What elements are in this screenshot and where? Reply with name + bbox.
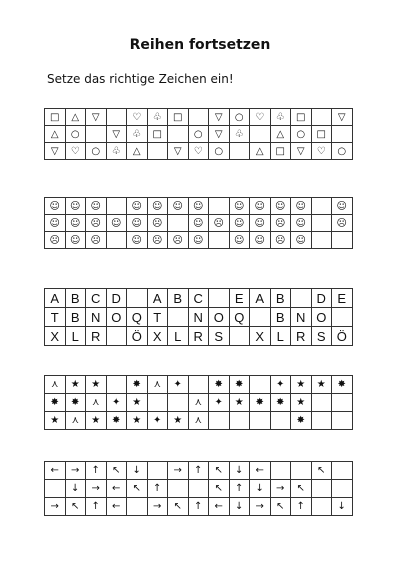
- symbol-cell: C: [86, 289, 107, 308]
- symbol-cell: ↖: [168, 498, 189, 516]
- symbol-cell: O: [311, 308, 332, 327]
- empty-answer-cell[interactable]: [209, 289, 230, 308]
- symbol-cell: ★: [86, 412, 107, 430]
- grid-row: [45, 232, 353, 249]
- symbol-cell: ☹: [45, 232, 66, 249]
- symbol-cell: ☺: [45, 215, 66, 232]
- symbol-cell: L: [270, 327, 291, 346]
- symbol-cell: ☺: [127, 215, 148, 232]
- symbol-cell: ☺: [250, 232, 271, 249]
- symbol-cell: Ö: [127, 327, 148, 346]
- symbol-cell: ↓: [229, 462, 250, 480]
- symbol-cell: ○: [291, 126, 312, 143]
- symbol-cell: □: [291, 109, 312, 126]
- symbol-cell: ↑: [86, 498, 107, 516]
- empty-answer-cell[interactable]: [106, 198, 127, 215]
- symbol-cell: ♧: [127, 126, 148, 143]
- symbol-cell: ☺: [291, 198, 312, 215]
- empty-answer-cell[interactable]: [168, 480, 189, 498]
- symbol-cell: →: [270, 480, 291, 498]
- symbol-cell: C: [188, 289, 209, 308]
- symbol-cell: ☺: [229, 198, 250, 215]
- symbol-cell: ★: [127, 412, 148, 430]
- symbol-cell: S: [311, 327, 332, 346]
- symbol-cell: D: [311, 289, 332, 308]
- symbol-cell: →: [45, 498, 66, 516]
- empty-answer-cell[interactable]: [311, 394, 332, 412]
- symbol-cell: ▽: [209, 126, 230, 143]
- grid-row: [45, 126, 353, 143]
- symbol-cell: X: [250, 327, 271, 346]
- empty-answer-cell[interactable]: [311, 480, 332, 498]
- symbol-cell: ○: [65, 126, 86, 143]
- symbol-cell: △: [270, 126, 291, 143]
- symbol-cell: ✸: [229, 376, 250, 394]
- symbol-cell: ○: [188, 126, 209, 143]
- empty-answer-cell[interactable]: [147, 394, 168, 412]
- empty-answer-cell[interactable]: [291, 289, 312, 308]
- empty-answer-cell[interactable]: [311, 232, 332, 249]
- empty-answer-cell[interactable]: [86, 126, 107, 143]
- symbol-cell: ♡: [65, 143, 86, 160]
- symbol-cell: ↓: [65, 480, 86, 498]
- symbol-cell: ☺: [188, 232, 209, 249]
- symbol-cell: S: [209, 327, 230, 346]
- empty-answer-cell[interactable]: [229, 412, 250, 430]
- symbol-cell: ☺: [65, 215, 86, 232]
- symbol-cell: ★: [65, 376, 86, 394]
- empty-answer-cell[interactable]: [250, 376, 271, 394]
- symbol-cell: ↑: [291, 498, 312, 516]
- symbol-cell: ↑: [229, 480, 250, 498]
- symbol-cell: O: [106, 308, 127, 327]
- symbol-cell: ☺: [332, 198, 353, 215]
- empty-answer-cell[interactable]: [209, 412, 230, 430]
- empty-answer-cell[interactable]: [311, 412, 332, 430]
- symbol-cell: ☺: [168, 198, 189, 215]
- symbol-cell: □: [147, 126, 168, 143]
- empty-answer-cell[interactable]: [209, 198, 230, 215]
- empty-answer-cell[interactable]: [332, 394, 353, 412]
- symbol-cell: ▽: [45, 143, 66, 160]
- symbol-cell: ☹: [168, 232, 189, 249]
- symbol-cell: ☹: [332, 215, 353, 232]
- symbol-cell: ☹: [147, 232, 168, 249]
- symbol-cell: ↓: [229, 498, 250, 516]
- empty-answer-cell[interactable]: [188, 376, 209, 394]
- symbol-cell: B: [168, 289, 189, 308]
- symbol-cell: ☺: [250, 198, 271, 215]
- symbol-cell: E: [332, 289, 353, 308]
- symbol-cell: ✦: [270, 376, 291, 394]
- empty-answer-cell[interactable]: [332, 232, 353, 249]
- symbol-cell: ✸: [209, 376, 230, 394]
- grid-row: [45, 289, 353, 308]
- symbol-cell: ☺: [188, 215, 209, 232]
- grid-row: [45, 327, 353, 346]
- symbol-cell: ↖: [65, 498, 86, 516]
- symbol-cell: ↖: [209, 480, 230, 498]
- grid-row: [45, 143, 353, 160]
- grid-row: [45, 480, 353, 498]
- symbol-cell: ♡: [250, 109, 271, 126]
- empty-answer-cell[interactable]: [270, 412, 291, 430]
- symbol-cell: □: [311, 126, 332, 143]
- symbol-cell: ↖: [106, 462, 127, 480]
- symbol-cell: ○: [229, 109, 250, 126]
- symbol-cell: A: [147, 289, 168, 308]
- grid-row: [45, 308, 353, 327]
- symbol-cell: N: [291, 308, 312, 327]
- symbol-cell: ⋏: [45, 376, 66, 394]
- symbol-cell: ↖: [311, 462, 332, 480]
- empty-answer-cell[interactable]: [168, 394, 189, 412]
- symbol-cell: ▽: [291, 143, 312, 160]
- symbol-cell: ☺: [188, 198, 209, 215]
- symbol-cell: A: [250, 289, 271, 308]
- symbol-cell: ✸: [291, 412, 312, 430]
- symbol-cell: B: [65, 289, 86, 308]
- empty-answer-cell[interactable]: [127, 289, 148, 308]
- empty-answer-cell[interactable]: [250, 412, 271, 430]
- symbol-cell: ☹: [86, 215, 107, 232]
- symbol-cell: □: [45, 109, 66, 126]
- symbol-cell: ○: [209, 143, 230, 160]
- symbol-cell: N: [188, 308, 209, 327]
- symbol-cell: B: [270, 308, 291, 327]
- symbol-cell: ★: [86, 376, 107, 394]
- symbol-cell: ○: [332, 143, 353, 160]
- grid-row: [45, 198, 353, 215]
- letters-grid: [44, 288, 353, 346]
- symbol-cell: ✦: [106, 394, 127, 412]
- empty-answer-cell[interactable]: [291, 462, 312, 480]
- symbol-cell: →: [168, 462, 189, 480]
- symbol-cell: ☺: [65, 198, 86, 215]
- symbol-cell: ✸: [250, 394, 271, 412]
- empty-answer-cell[interactable]: [332, 462, 353, 480]
- symbol-cell: ▽: [332, 109, 353, 126]
- symbol-cell: O: [209, 308, 230, 327]
- symbol-cell: ☺: [291, 232, 312, 249]
- symbol-cell: R: [291, 327, 312, 346]
- symbol-cell: ⋏: [188, 394, 209, 412]
- empty-answer-cell[interactable]: [106, 109, 127, 126]
- empty-answer-cell[interactable]: [106, 232, 127, 249]
- symbol-cell: ←: [45, 462, 66, 480]
- symbol-cell: ←: [250, 462, 271, 480]
- empty-answer-cell[interactable]: [188, 109, 209, 126]
- symbol-cell: ☺: [45, 198, 66, 215]
- symbol-cell: ←: [106, 480, 127, 498]
- symbol-cell: ☺: [229, 232, 250, 249]
- symbol-cell: ⋏: [188, 412, 209, 430]
- symbol-cell: ♧: [147, 109, 168, 126]
- symbol-cell: ✦: [209, 394, 230, 412]
- symbol-cell: ▽: [86, 109, 107, 126]
- symbol-cell: ✸: [45, 394, 66, 412]
- empty-answer-cell[interactable]: [209, 232, 230, 249]
- symbol-cell: ☹: [270, 232, 291, 249]
- symbol-cell: A: [45, 289, 66, 308]
- grid-row: [45, 462, 353, 480]
- symbol-cell: T: [147, 308, 168, 327]
- symbol-cell: ☺: [291, 215, 312, 232]
- empty-answer-cell[interactable]: [127, 498, 148, 516]
- empty-answer-cell[interactable]: [332, 126, 353, 143]
- symbol-cell: R: [86, 327, 107, 346]
- symbol-cell: T: [45, 308, 66, 327]
- symbol-cell: →: [65, 462, 86, 480]
- grid-row: [45, 376, 353, 394]
- grid-row: [45, 412, 353, 430]
- symbol-cell: D: [106, 289, 127, 308]
- symbol-cell: ⋏: [86, 394, 107, 412]
- empty-answer-cell[interactable]: [311, 109, 332, 126]
- symbol-cell: E: [229, 289, 250, 308]
- symbol-cell: ↑: [188, 498, 209, 516]
- symbol-cell: ★: [229, 394, 250, 412]
- symbol-cell: △: [250, 143, 271, 160]
- symbol-cell: ★: [291, 376, 312, 394]
- symbol-cell: ♧: [106, 143, 127, 160]
- symbol-cell: ✦: [147, 412, 168, 430]
- symbol-cell: ♡: [127, 109, 148, 126]
- symbol-cell: Ö: [332, 327, 353, 346]
- grid-row: [45, 109, 353, 126]
- symbol-cell: N: [86, 308, 107, 327]
- symbol-cell: ↑: [188, 462, 209, 480]
- empty-answer-cell[interactable]: [106, 376, 127, 394]
- symbol-cell: ☺: [106, 215, 127, 232]
- symbol-cell: ♧: [270, 109, 291, 126]
- symbol-cell: ★: [311, 376, 332, 394]
- symbol-cell: ☹: [270, 215, 291, 232]
- symbol-cell: ↓: [332, 498, 353, 516]
- symbol-cell: ↑: [147, 480, 168, 498]
- symbol-cell: ♡: [311, 143, 332, 160]
- symbol-cell: ←: [106, 498, 127, 516]
- empty-answer-cell[interactable]: [168, 215, 189, 232]
- symbol-cell: ☹: [86, 232, 107, 249]
- symbol-cell: ✸: [127, 376, 148, 394]
- arrows-grid: [44, 461, 353, 516]
- symbol-cell: ☺: [127, 232, 148, 249]
- symbol-cell: ○: [86, 143, 107, 160]
- symbol-cell: ▽: [168, 143, 189, 160]
- symbol-cell: ✸: [332, 376, 353, 394]
- symbol-cell: →: [147, 498, 168, 516]
- symbol-cell: B: [65, 308, 86, 327]
- symbol-cell: ☺: [65, 232, 86, 249]
- empty-answer-cell[interactable]: [270, 462, 291, 480]
- symbol-cell: ✦: [168, 376, 189, 394]
- symbol-cell: ↖: [127, 480, 148, 498]
- symbol-cell: ☹: [147, 215, 168, 232]
- symbol-cell: ↖: [270, 498, 291, 516]
- symbol-cell: ♧: [229, 126, 250, 143]
- instruction-text: Setze das richtige Zeichen ein!: [47, 72, 234, 86]
- symbol-cell: X: [147, 327, 168, 346]
- symbol-cell: ☹: [209, 215, 230, 232]
- symbol-cell: L: [65, 327, 86, 346]
- symbol-cell: ☺: [270, 198, 291, 215]
- symbol-cell: △: [45, 126, 66, 143]
- symbol-cell: ▽: [209, 109, 230, 126]
- symbol-cell: L: [168, 327, 189, 346]
- symbol-cell: ↓: [250, 480, 271, 498]
- symbol-cell: ↖: [291, 480, 312, 498]
- symbol-cell: ↑: [86, 462, 107, 480]
- symbol-cell: ↖: [209, 462, 230, 480]
- symbol-cell: ▽: [106, 126, 127, 143]
- symbol-cell: →: [250, 498, 271, 516]
- symbol-cell: □: [270, 143, 291, 160]
- empty-answer-cell[interactable]: [45, 480, 66, 498]
- symbol-cell: Q: [127, 308, 148, 327]
- stars-grid: [44, 375, 353, 430]
- symbol-cell: X: [45, 327, 66, 346]
- symbol-cell: □: [168, 109, 189, 126]
- symbol-cell: ★: [45, 412, 66, 430]
- symbol-cell: →: [86, 480, 107, 498]
- symbol-cell: ★: [168, 412, 189, 430]
- symbol-cell: ☺: [127, 198, 148, 215]
- symbol-cell: ⋏: [65, 412, 86, 430]
- symbol-cell: ☺: [86, 198, 107, 215]
- symbol-cell: ☺: [229, 215, 250, 232]
- symbol-cell: △: [127, 143, 148, 160]
- symbol-cell: ↓: [127, 462, 148, 480]
- empty-answer-cell[interactable]: [311, 498, 332, 516]
- symbol-cell: ✸: [65, 394, 86, 412]
- empty-answer-cell[interactable]: [311, 215, 332, 232]
- symbol-cell: ★: [291, 394, 312, 412]
- grid-row: [45, 215, 353, 232]
- grid-row: [45, 394, 353, 412]
- empty-answer-cell[interactable]: [188, 480, 209, 498]
- empty-answer-cell[interactable]: [106, 327, 127, 346]
- empty-answer-cell[interactable]: [229, 143, 250, 160]
- symbol-cell: ⋏: [147, 376, 168, 394]
- shapes-grid: [44, 108, 353, 160]
- empty-answer-cell[interactable]: [147, 462, 168, 480]
- empty-answer-cell[interactable]: [168, 126, 189, 143]
- symbol-cell: R: [188, 327, 209, 346]
- grid-row: [45, 498, 353, 516]
- symbol-cell: Q: [229, 308, 250, 327]
- page-title: Reihen fortsetzen: [129, 37, 271, 53]
- empty-answer-cell[interactable]: [229, 327, 250, 346]
- smileys-grid: [44, 197, 353, 249]
- empty-answer-cell[interactable]: [250, 308, 271, 327]
- symbol-cell: ☺: [250, 215, 271, 232]
- empty-answer-cell[interactable]: [332, 412, 353, 430]
- empty-answer-cell[interactable]: [311, 198, 332, 215]
- symbol-cell: ★: [127, 394, 148, 412]
- symbol-cell: ☺: [147, 198, 168, 215]
- empty-answer-cell[interactable]: [332, 308, 353, 327]
- empty-answer-cell[interactable]: [332, 480, 353, 498]
- symbol-cell: ✸: [270, 394, 291, 412]
- empty-answer-cell[interactable]: [147, 143, 168, 160]
- symbol-cell: ♡: [188, 143, 209, 160]
- empty-answer-cell[interactable]: [168, 308, 189, 327]
- symbol-cell: ←: [209, 498, 230, 516]
- symbol-cell: B: [270, 289, 291, 308]
- symbol-cell: ✸: [106, 412, 127, 430]
- symbol-cell: △: [65, 109, 86, 126]
- empty-answer-cell[interactable]: [250, 126, 271, 143]
